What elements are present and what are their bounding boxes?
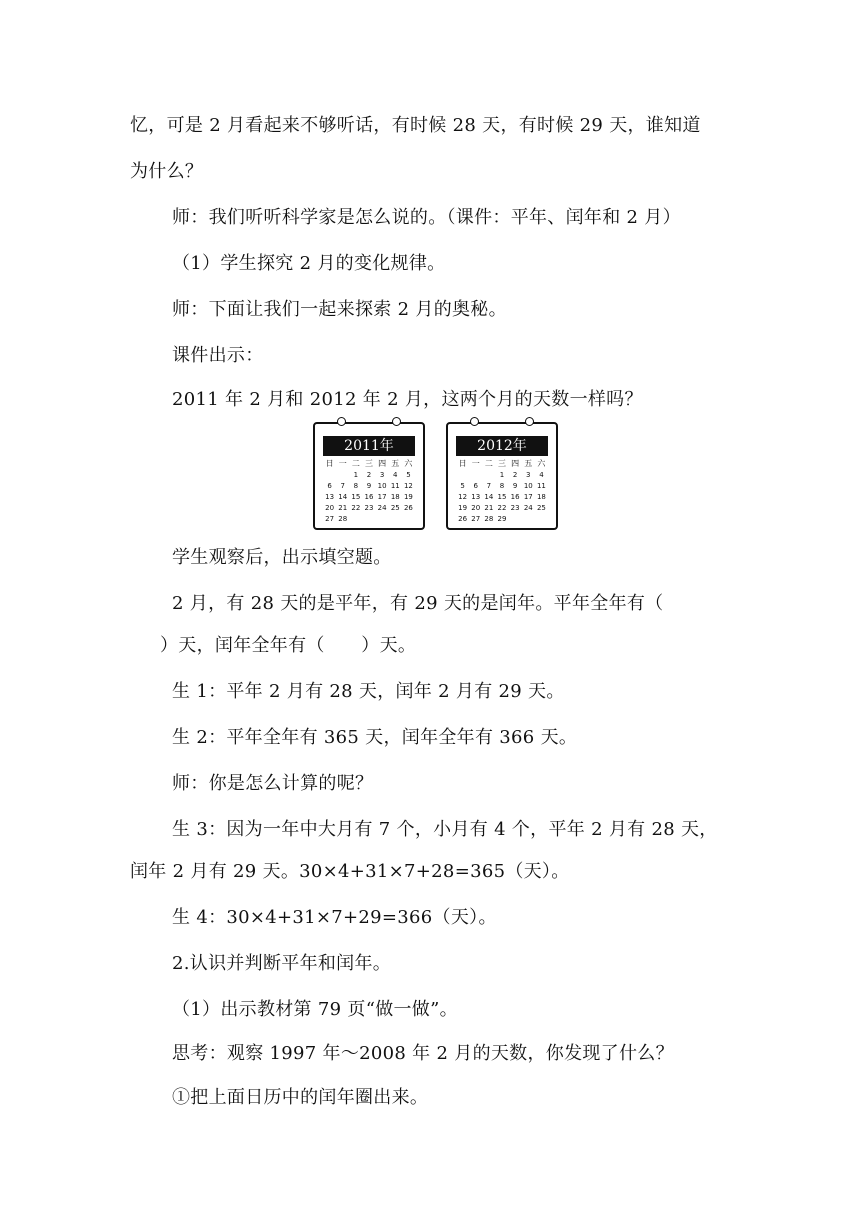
calendar-day: 26: [403, 504, 413, 512]
paragraph-line-3: 师：我们听听科学家是怎么说的。（课件：平年、闰年和 2 月）: [172, 207, 681, 228]
calendar-day: 1: [353, 471, 359, 479]
calendar-day: 4: [393, 471, 398, 479]
calendar-day: 29: [497, 515, 507, 523]
calendar-day: 25: [390, 504, 400, 512]
calendar-day: 21: [484, 504, 494, 512]
calendar-grid: [323, 459, 415, 524]
calendar-day: 8: [353, 482, 359, 490]
calendar-day: 25: [536, 504, 546, 512]
calendar-day: 16: [364, 493, 374, 501]
calendar-day: 4: [539, 471, 544, 479]
paragraph-line-4: （1）学生探究 2 月的变化规律。: [172, 253, 446, 274]
calendar-grid: [456, 459, 548, 524]
calendar-year-header: 2012年: [456, 436, 548, 456]
calendar-day: 11: [390, 482, 400, 490]
calendar-weekday: 五: [391, 459, 400, 468]
calendar-day: 24: [523, 504, 533, 512]
calendar-day: [469, 470, 482, 480]
calendar-day: 7: [486, 482, 492, 490]
calendar-day: 6: [473, 482, 478, 490]
calendar-weekday: 六: [404, 459, 413, 468]
calendar-weekday: 一: [338, 459, 347, 468]
calendar-day: 2: [512, 471, 518, 479]
calendar-day: [456, 470, 469, 480]
calendar-weekday: 日: [458, 459, 467, 468]
calendar-day: 5: [406, 471, 411, 479]
calendar-day: 12: [403, 482, 413, 490]
calendar-day: 14: [484, 493, 494, 501]
calendar-day: [336, 470, 349, 480]
calendar-day: 19: [403, 493, 413, 501]
calendar-day: 20: [471, 504, 481, 512]
calendar-day: 12: [458, 493, 468, 501]
paragraph-line-11: 生 1：平年 2 月有 28 天，闰年 2 月有 29 天。: [172, 681, 565, 702]
calendar-weekday: 五: [524, 459, 533, 468]
paragraph-line-17: 2.认识并判断平年和闰年。: [172, 953, 392, 974]
calendar-day: 10: [377, 482, 387, 490]
calendar-day: 22: [351, 504, 361, 512]
calendar-day: [323, 470, 336, 480]
calendar-day: 13: [471, 493, 481, 501]
paragraph-line-15: 闰年 2 月有 29 天。30×4+31×7+28=365（天）。: [130, 861, 570, 882]
calendar-day: 19: [458, 504, 468, 512]
calendar-day: 7: [340, 482, 345, 490]
paragraph-line-18: （1）出示教材第 79 页“做一做”。: [172, 999, 458, 1020]
calendar-weekday: 一: [471, 459, 480, 468]
calendar-weekday: 三: [497, 459, 506, 468]
paragraph-line-10: ）天，闰年全年有（ ）天。: [160, 635, 417, 656]
calendar-day: 24: [377, 504, 387, 512]
calendar-day: 9: [512, 482, 518, 490]
calendar-day: 8: [499, 482, 505, 490]
paragraph-line-12: 生 2：平年全年有 365 天，闰年全年有 366 天。: [172, 727, 578, 748]
calendar-day: 15: [351, 493, 361, 501]
calendar-day: 16: [510, 493, 520, 501]
calendar-weekday: 日: [325, 459, 334, 468]
calendar-2012: [446, 422, 558, 530]
calendar-day: 17: [377, 493, 387, 501]
calendar-day: 13: [325, 493, 335, 501]
calendar-weekday: 四: [378, 459, 387, 468]
calendar-day: 15: [497, 493, 507, 501]
calendar-ring-icon: [337, 417, 346, 426]
calendar-day: 20: [325, 504, 335, 512]
calendar-day: 18: [390, 493, 400, 501]
paragraph-line-20: ①把上面日历中的闰年圈出来。: [172, 1087, 429, 1108]
calendar-day: 9: [366, 482, 372, 490]
calendar-ring-icon: [470, 417, 479, 426]
calendar-day: 28: [338, 515, 348, 523]
calendar-day: 28: [484, 515, 494, 523]
paragraph-line-13: 师：你是怎么计算的呢？: [172, 773, 374, 794]
paragraph-line-8: 学生观察后，出示填空题。: [172, 547, 392, 568]
calendar-weekday: 四: [511, 459, 520, 468]
calendar-day: 17: [523, 493, 533, 501]
calendar-weekday: 二: [351, 459, 360, 468]
calendar-ring-icon: [392, 417, 401, 426]
calendar-day: 6: [327, 482, 332, 490]
paragraph-line-14: 生 3：因为一年中大月有 7 个，小月有 4 个，平年 2 月有 28 天，: [172, 819, 718, 840]
paragraph-line-16: 生 4：30×4+31×7+29=366（天）。: [172, 907, 497, 928]
paragraph-line-19: 思考：观察 1997 年～2008 年 2 月的天数，你发现了什么？: [172, 1043, 674, 1064]
calendar-day: 14: [338, 493, 348, 501]
calendar-day: 18: [536, 493, 546, 501]
calendar-day: 1: [499, 471, 505, 479]
calendar-year-header: 2011年: [323, 436, 415, 456]
paragraph-line-5: 师：下面让我们一起来探索 2 月的奥秘。: [172, 299, 507, 320]
paragraph-line-6: 课件出示：: [172, 345, 264, 366]
calendar-day: 23: [364, 504, 374, 512]
paragraph-line-9: 2 月，有 28 天的是平年，有 29 天的是闰年。平年全年有（: [172, 593, 664, 614]
calendar-day: 3: [379, 471, 385, 479]
calendar-day: 10: [523, 482, 533, 490]
calendar-day: 23: [510, 504, 520, 512]
calendar-ring-icon: [525, 417, 534, 426]
calendar-day: [482, 470, 495, 480]
calendar-day: 27: [471, 515, 481, 523]
calendar-day: 3: [526, 471, 531, 479]
calendar-day: 2: [366, 471, 372, 479]
calendar-day: 22: [497, 504, 507, 512]
calendar-day: 26: [458, 515, 468, 523]
paragraph-line-1: 忆，可是 2 月看起来不够听话，有时候 28 天，有时候 29 天，谁知道: [130, 115, 701, 136]
calendar-day: 5: [460, 482, 465, 490]
calendar-weekday: 二: [484, 459, 493, 468]
calendar-day: 21: [338, 504, 348, 512]
calendar-weekday: 三: [364, 459, 373, 468]
paragraph-line-2: 为什么？: [130, 161, 204, 182]
paragraph-line-7: 2011 年 2 月和 2012 年 2 月，这两个月的天数一样吗？: [172, 389, 643, 410]
calendar-2011: [313, 422, 425, 530]
calendar-day: 27: [325, 515, 335, 523]
calendar-weekday: 六: [537, 459, 546, 468]
calendar-day: 11: [536, 482, 546, 490]
